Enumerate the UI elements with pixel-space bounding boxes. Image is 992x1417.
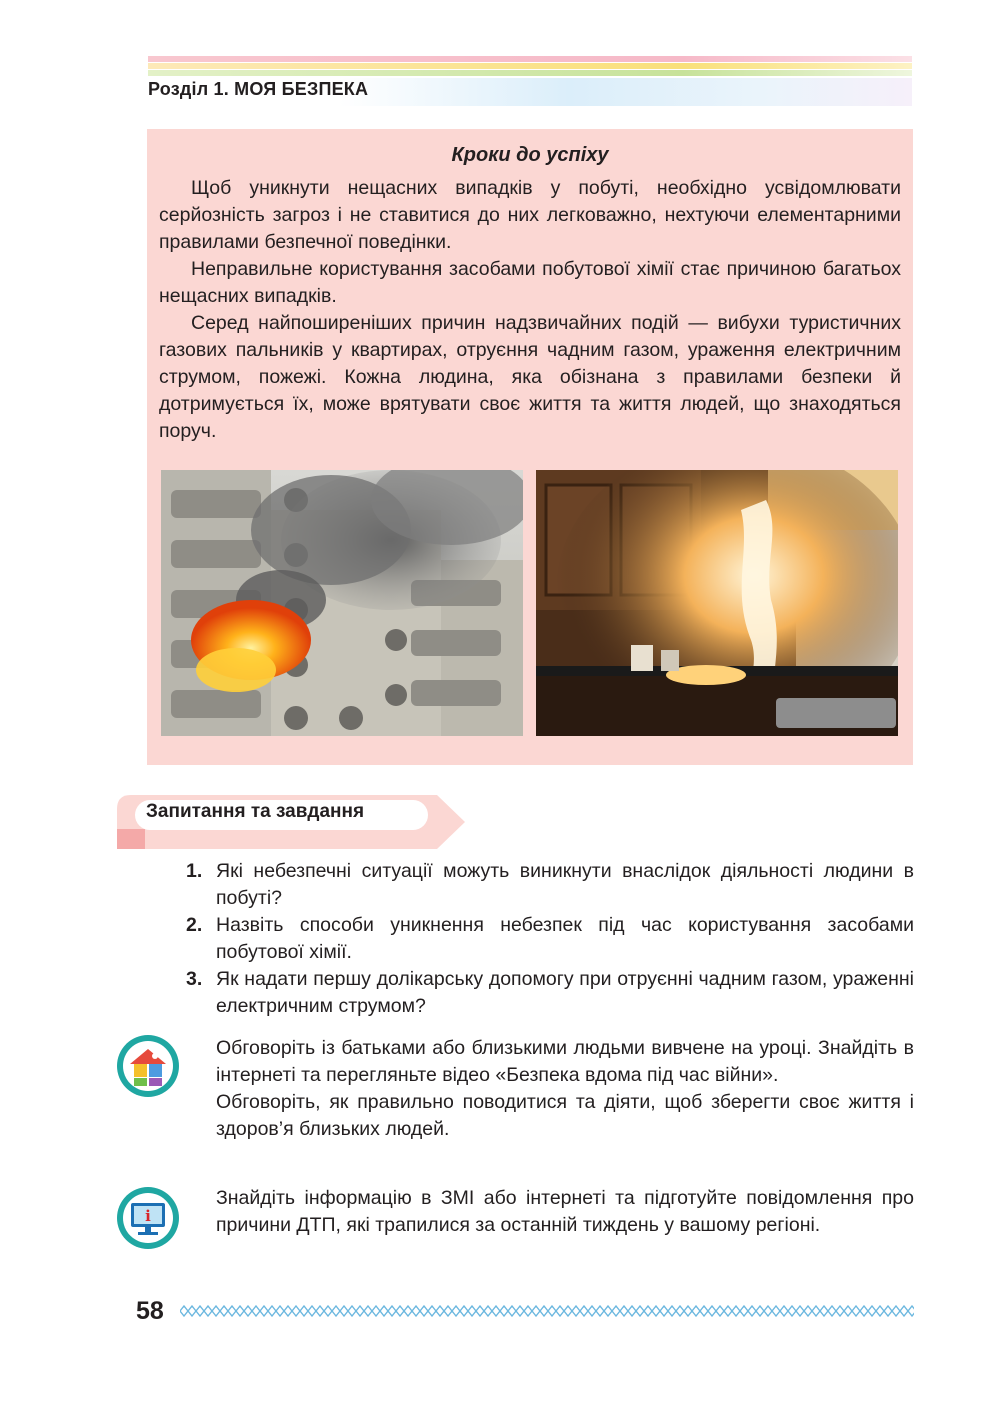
questions-title: Запитання та завдання: [146, 801, 365, 822]
success-paragraph: Серед найпоширеніших причин надзвичайних подій — вибухи туристичних газових пальників у квартирах, отруєння чадним газом, ураження електричним струмом, пожежі. Кожна людина, яка обізнана з правилами безпеки й дотримується їх, може врятувати своє життя та життя людей, що знаходяться поруч.: [159, 312, 901, 442]
info-task-text: Знайдіть інформацію в ЗМІ або інтернеті та підготуйте повідомлення про причини ДТП, які трапилися за останній тиждень у вашому регіоні.: [216, 1187, 914, 1236]
success-box-text: [159, 175, 901, 445]
svg-text:i: i: [145, 1207, 151, 1225]
question-number: 3.: [186, 968, 203, 990]
question-number: 2.: [186, 914, 203, 936]
family-task: [216, 1035, 914, 1143]
success-box-heading: Кроки до успіху: [451, 144, 609, 166]
question-text: Назвіть способи уникнення небезпек під час користування засобами побутової хімії.: [216, 914, 914, 963]
success-paragraph: Щоб уникнути нещасних випадків у побуті, необхідно усвідомлювати серйозність загроз і не ставитися до них легковажно, нехтуючи елементарними правилами безпечної поведінки.: [159, 177, 901, 253]
burning-building-illustration: [161, 470, 523, 736]
question-text: Як надати першу долікарську допомогу при отруєнні чадним газом, ураженні електричним струмом?: [216, 968, 914, 1017]
question-text: Які небезпечні ситуації можуть виникнути внаслідок діяльності людини в побуті?: [216, 860, 914, 909]
success-paragraph: Неправильне користування засобами побутової хімії стає причиною багатьох нещасних випадків.: [159, 258, 901, 307]
info-task: [216, 1185, 914, 1239]
header-stripe-yellow: [148, 63, 912, 69]
footer-zigzag-ornament: [180, 1303, 914, 1319]
kitchen-fire-photo: [536, 470, 898, 736]
info-monitor-icon: [116, 1186, 180, 1250]
header-stripe-green: [148, 70, 912, 76]
page-number: 58: [136, 1297, 164, 1325]
kitchen-fire-illustration: [536, 470, 898, 736]
header-stripe-pink: [148, 56, 912, 62]
family-puzzle-icon: [116, 1034, 180, 1098]
question-item: [186, 966, 914, 1020]
family-task-paragraph: Обговоріть, як правильно поводитися та діяти, щоб зберегти своє життя і здоров’я близьких людей.: [216, 1091, 914, 1140]
question-number: 1.: [186, 860, 203, 882]
question-item: [186, 912, 914, 966]
questions-list: [186, 858, 914, 1020]
section-title: Розділ 1. МОЯ БЕЗПЕКА: [148, 79, 369, 99]
family-task-paragraph: Обговоріть із батьками або близькими людьми вивчене на уроці. Знайдіть в інтернеті та перегляньте відео «Безпека вдома під час війни».: [216, 1037, 914, 1086]
success-box: [147, 129, 913, 765]
question-item: [186, 858, 914, 912]
burning-building-photo: [161, 470, 523, 736]
